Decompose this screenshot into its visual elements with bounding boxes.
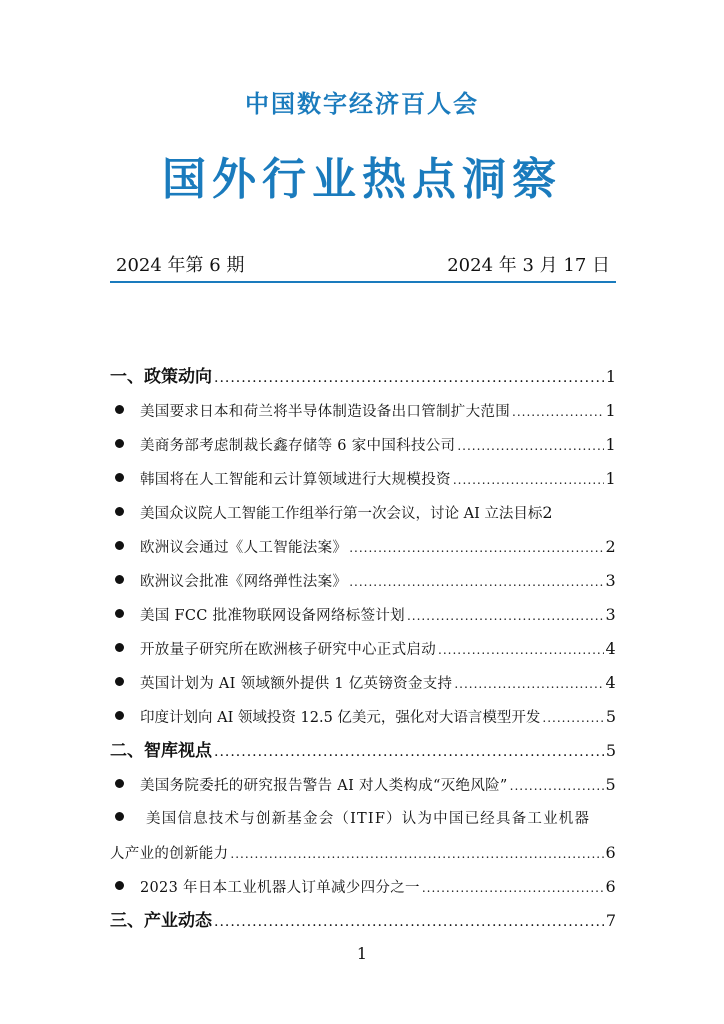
toc-page-number: 2 xyxy=(542,503,553,522)
bullet-icon xyxy=(115,881,124,890)
toc-section-industry[interactable] xyxy=(110,904,616,938)
bullet-icon xyxy=(115,575,124,584)
dot-leader xyxy=(230,837,603,870)
table-of-contents xyxy=(110,360,616,938)
bullet-icon xyxy=(115,677,124,686)
toc-item-line xyxy=(110,802,616,836)
toc-page-number: 3 xyxy=(605,571,616,590)
toc-item[interactable] xyxy=(110,428,616,462)
toc-item-text: 美国众议院人工智能工作组举行第一次会议，讨论 AI 立法目标 xyxy=(140,506,543,522)
issue-number: 2024 年第 6 期 xyxy=(116,255,245,276)
toc-item[interactable] xyxy=(110,632,616,666)
toc-item-text: 英国计划为 AI 领域额外提供 1 亿英镑资金支持 xyxy=(140,676,453,692)
toc-item[interactable] xyxy=(110,564,616,598)
dot-leader xyxy=(407,599,604,632)
toc-item-text: 开放量子研究所在欧洲核子研究中心正式启动 xyxy=(140,642,436,658)
dot-leader xyxy=(457,429,603,462)
bullet-icon xyxy=(115,541,124,550)
toc-page-number: 5 xyxy=(605,707,616,726)
toc-item-text: 美商务部考虑制裁长鑫存储等 6 家中国科技公司 xyxy=(140,438,456,454)
toc-item[interactable] xyxy=(110,870,616,904)
toc-page-number: 4 xyxy=(605,673,616,692)
issue-date: 2024 年 3 月 17 日 xyxy=(447,255,610,276)
document-title: 国外行业热点洞察 xyxy=(162,154,562,205)
dot-leader xyxy=(349,565,603,598)
bullet-icon xyxy=(115,812,124,821)
bullet-icon xyxy=(115,507,124,516)
toc-item[interactable] xyxy=(110,768,616,802)
toc-item-text: 美国要求日本和荷兰将半导体制造设备出口管制扩大范围 xyxy=(140,404,510,420)
toc-item[interactable] xyxy=(110,496,616,530)
toc-item[interactable] xyxy=(110,530,616,564)
toc-item-text: 印度计划向 AI 领域投资 12.5 亿美元，强化对大语言模型开发 xyxy=(140,710,541,726)
toc-item-text: 2023 年日本工业机器人订单减少四分之一 xyxy=(140,880,420,896)
dot-leader xyxy=(214,905,604,938)
dot-leader xyxy=(542,701,603,734)
toc-page-number: 1 xyxy=(605,435,616,454)
toc-page-number: 1 xyxy=(605,367,616,386)
toc-item[interactable] xyxy=(110,462,616,496)
issue-line xyxy=(110,251,616,277)
dot-leader xyxy=(510,769,604,802)
toc-item-text: 欧洲议会批准《网络弹性法案》 xyxy=(140,574,348,590)
bullet-icon xyxy=(115,609,124,618)
toc-item-text: 人产业的创新能力 xyxy=(110,846,229,862)
header-divider xyxy=(110,281,616,283)
toc-page-number: 7 xyxy=(605,911,616,930)
dot-leader xyxy=(454,667,603,700)
bullet-icon xyxy=(115,779,124,788)
dot-leader xyxy=(453,463,604,496)
toc-item-line xyxy=(110,836,616,870)
toc-page-number: 5 xyxy=(605,741,616,760)
dot-leader xyxy=(214,361,604,394)
toc-page-number: 5 xyxy=(605,775,616,794)
dot-leader xyxy=(349,531,603,564)
bullet-icon xyxy=(115,473,124,482)
toc-page-number: 1 xyxy=(605,469,616,488)
toc-section-policy[interactable] xyxy=(110,360,616,394)
dot-leader xyxy=(512,395,604,428)
toc-section-think-tank[interactable] xyxy=(110,734,616,768)
toc-page-number: 1 xyxy=(605,401,616,420)
bullet-icon xyxy=(115,405,124,414)
bullet-icon xyxy=(115,711,124,720)
dot-leader xyxy=(438,633,604,666)
toc-item-text: 韩国将在人工智能和云计算领域进行大规模投资 xyxy=(140,472,451,488)
bullet-icon xyxy=(115,439,124,448)
toc-item-text: 欧洲议会通过《人工智能法案》 xyxy=(140,540,348,556)
toc-item[interactable] xyxy=(110,598,616,632)
page-number: 1 xyxy=(356,944,368,963)
toc-page-number: 3 xyxy=(605,605,616,624)
toc-section-title: 三、产业动态 xyxy=(110,911,212,931)
toc-item-text: 美国信息技术与创新基金会（ITIF）认为中国已经具备工业机器 xyxy=(146,811,591,827)
dot-leader xyxy=(214,735,604,768)
toc-page-number: 4 xyxy=(605,639,616,658)
organization-name: 中国数字经济百人会 xyxy=(245,90,479,118)
dot-leader xyxy=(422,871,604,904)
toc-item[interactable] xyxy=(110,666,616,700)
toc-item[interactable] xyxy=(110,700,616,734)
toc-section-title: 一、政策动向 xyxy=(110,367,212,387)
toc-section-title: 二、智库视点 xyxy=(110,741,212,761)
toc-page-number: 6 xyxy=(605,877,616,896)
bullet-icon xyxy=(115,643,124,652)
toc-item-text: 美国 FCC 批准物联网设备网络标签计划 xyxy=(140,608,405,624)
toc-item-wrapped[interactable] xyxy=(110,802,616,870)
toc-page-number: 6 xyxy=(605,843,616,862)
toc-item[interactable] xyxy=(110,394,616,428)
toc-item-text: 美国务院委托的研究报告警告 AI 对人类构成“灭绝风险” xyxy=(140,778,508,794)
toc-page-number: 2 xyxy=(605,537,616,556)
